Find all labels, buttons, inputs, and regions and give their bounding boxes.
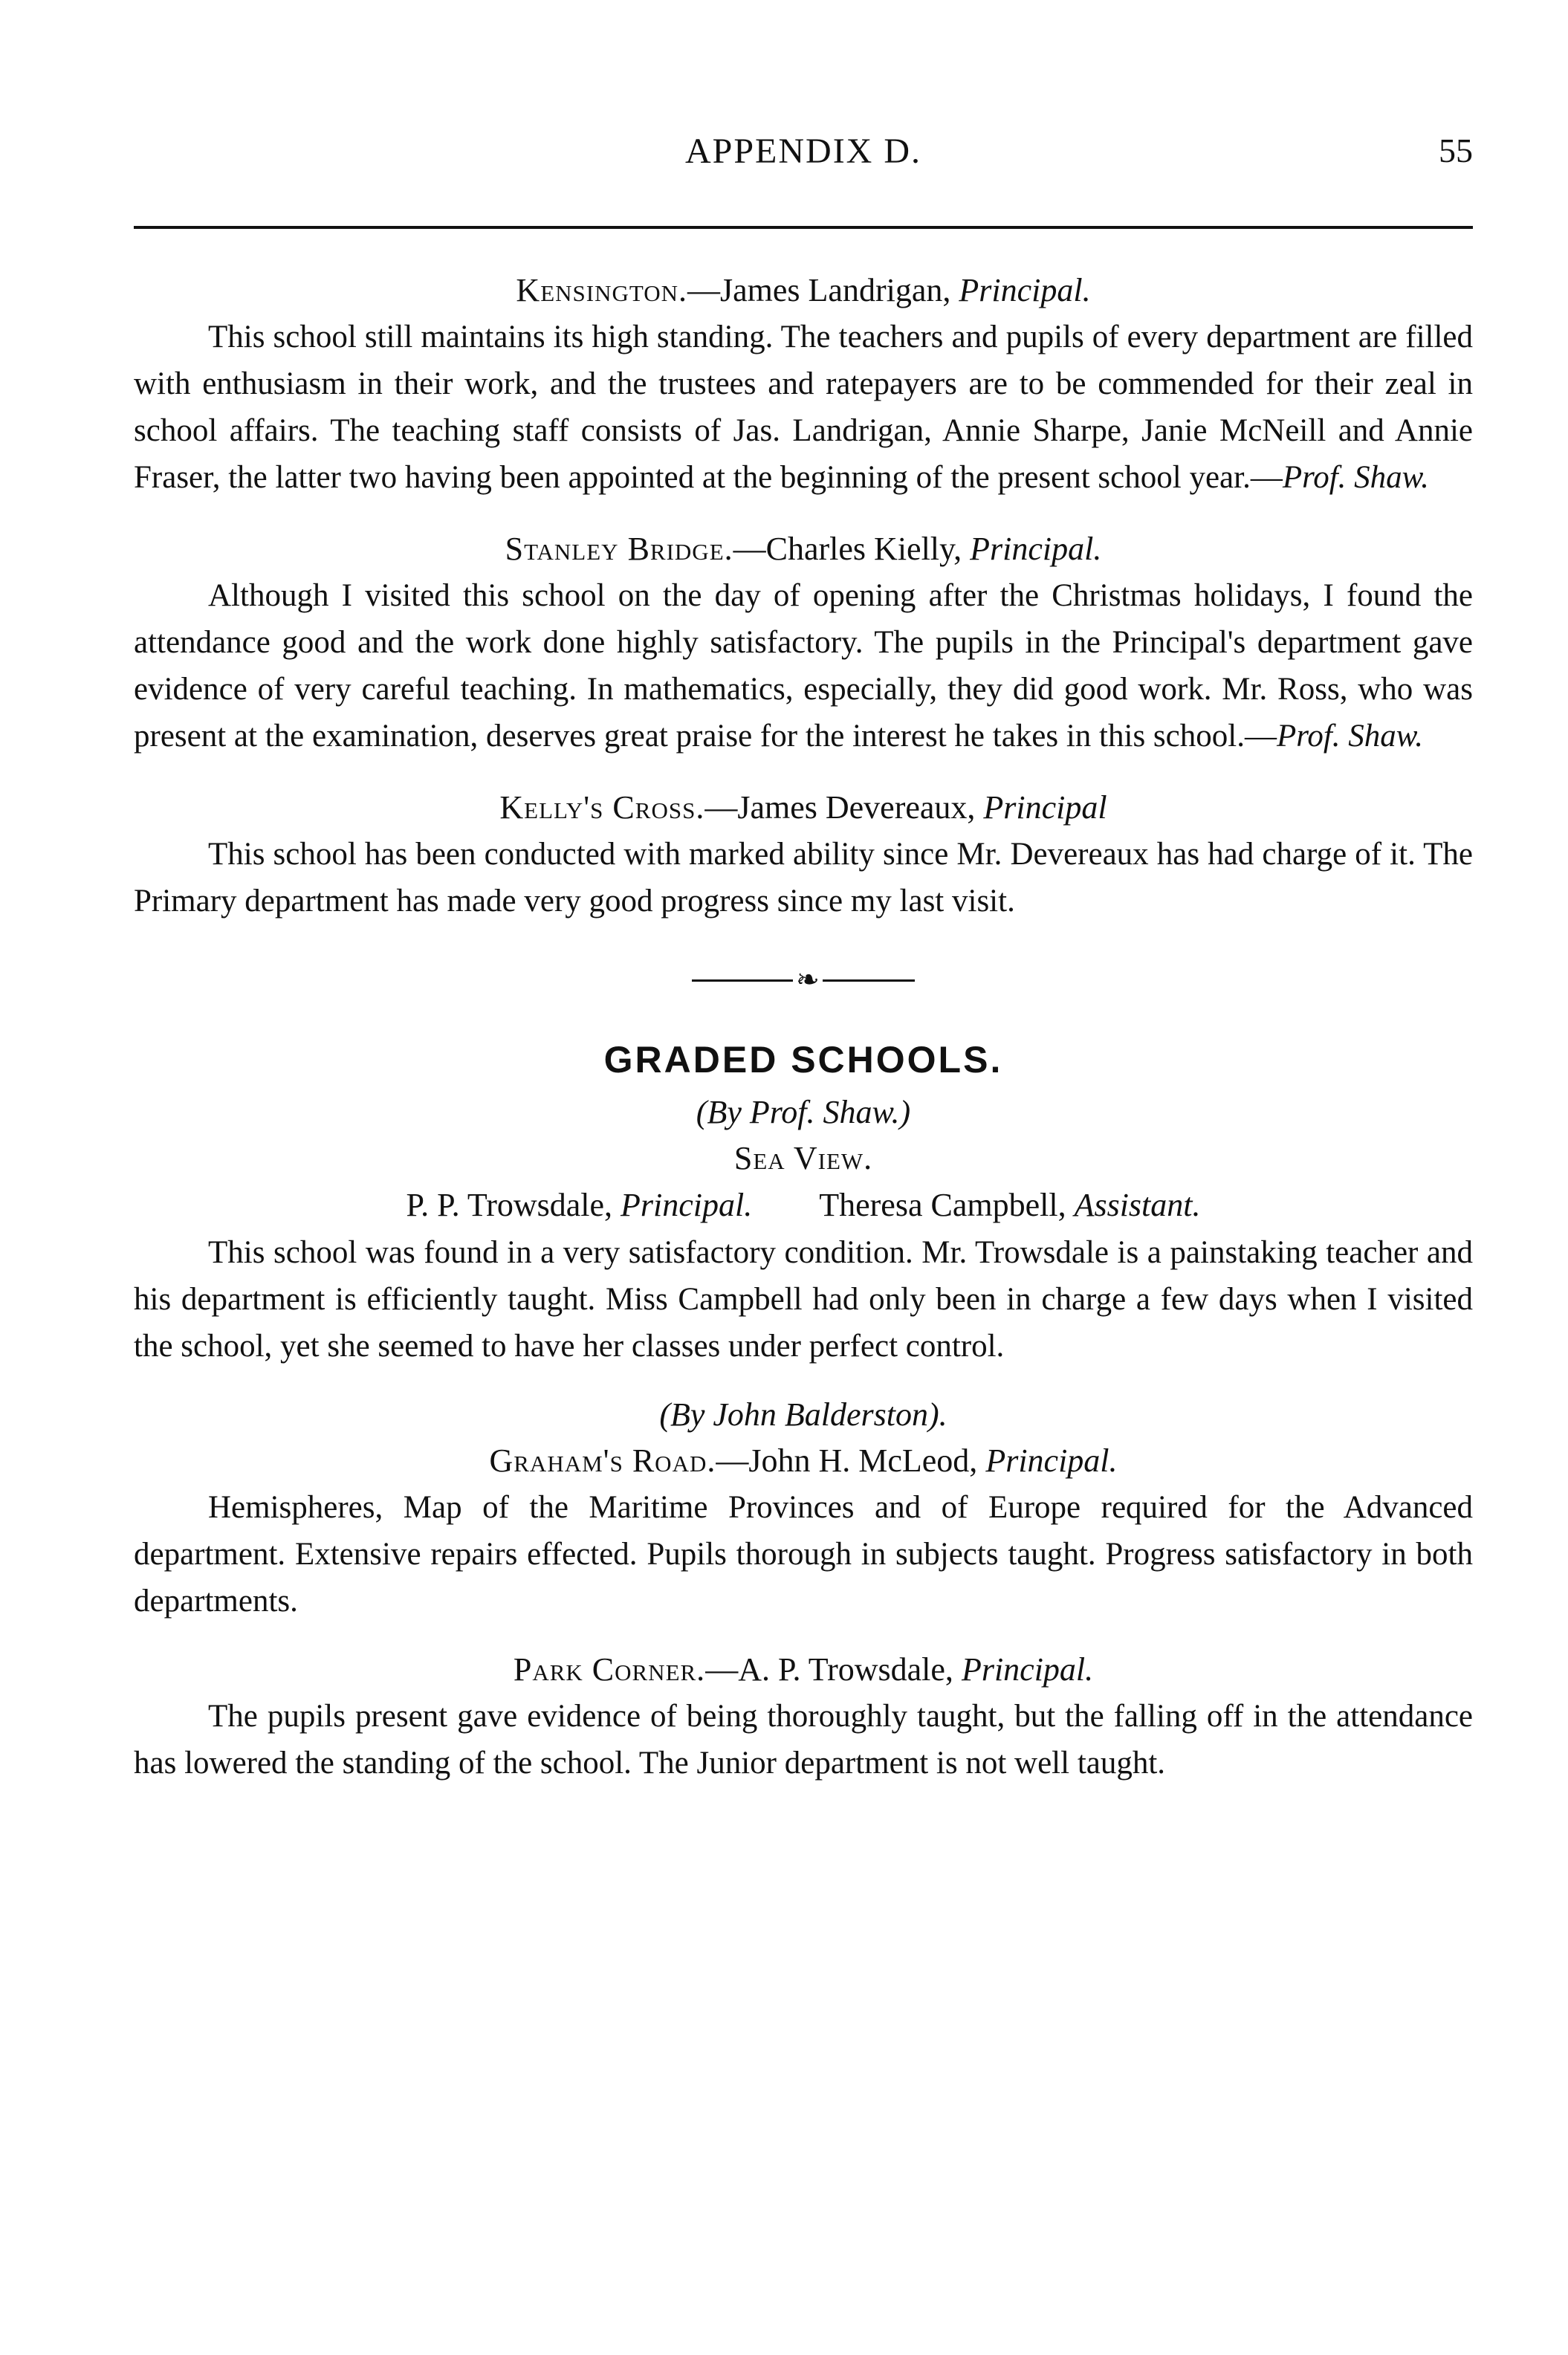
section-byline: (By Prof. Shaw.) <box>696 1094 911 1130</box>
school-name: Graham's Road. <box>489 1442 716 1479</box>
principal-name: —John H. McLeod, <box>716 1442 986 1479</box>
section-divider-ornament <box>692 957 915 1002</box>
principal-name: —James Devereaux, <box>704 789 984 826</box>
grahams-road-heading <box>134 1438 1473 1484</box>
principal-role: Principal. <box>959 272 1091 308</box>
kensington-report <box>134 314 1473 501</box>
school-name: Kelly's Cross. <box>499 789 705 826</box>
principal-role: Principal. <box>985 1442 1118 1479</box>
kellys-cross-heading <box>134 785 1473 831</box>
report-signature: Prof. Shaw. <box>1276 719 1424 754</box>
principal-name: —Charles Kielly, <box>733 531 971 567</box>
stanley-bridge-heading <box>134 526 1473 572</box>
kellys-cross-report: This school has been conducted with marked ability since Mr. Devereaux has had charge of it. The Primary department has made very good progress since my last visit. <box>134 837 1473 919</box>
report-signature: Prof. Shaw. <box>1282 460 1429 495</box>
principal-role: Principal. <box>621 1187 753 1223</box>
sea-view-staff <box>134 1182 1473 1229</box>
principal-role: Principal. <box>970 531 1102 567</box>
school-name: Park Corner. <box>513 1651 706 1688</box>
assistant-entry <box>819 1182 1200 1229</box>
sea-view-report: This school was found in a very satisfactory condition. Mr. Trowsdale is a painstaking teacher and his department is efficiently taught. Miss Campbell had only been in charge a few days when I visited the school, yet she seemed to have her classes under perfect control. <box>134 1235 1473 1364</box>
principal-name: —A. P. Trowsdale, <box>705 1651 962 1688</box>
assistant-role: Assistant. <box>1074 1187 1201 1223</box>
page-header <box>134 131 1473 183</box>
sea-view-heading: Sea View. <box>733 1140 873 1176</box>
principal-role: Principal. <box>961 1651 1094 1688</box>
school-name: Stanley Bridge. <box>505 531 733 567</box>
header-rule <box>134 226 1473 229</box>
principal-name: —James Landrigan, <box>687 272 959 308</box>
park-corner-heading <box>134 1647 1473 1693</box>
park-corner-report: The pupils present gave evidence of being thoroughly taught, but the falling off in the attendance has lowered the standing of the school. The Junior department is not well taught. <box>134 1699 1473 1781</box>
kensington-heading <box>134 268 1473 314</box>
page-content <box>134 268 1473 1787</box>
assistant-name: Theresa Campbell, <box>819 1187 1075 1223</box>
principal-name: P. P. Trowsdale, <box>406 1187 621 1223</box>
school-name: Kensington. <box>516 272 688 308</box>
principal-entry <box>406 1182 752 1229</box>
report-text: Although I visited this school on the day of opening after the Christmas holidays, I found the attendance good and the work done highly satisfactory. The pupils in the Principal's department gave evidence of very careful teaching. In mathematics, especially, they did good work. Mr. Ross, who was present at the examination, deserves great praise for the interest he takes in this school.— <box>134 578 1473 754</box>
grahams-road-report: Hemispheres, Map of the Maritime Provinces and of Europe required for the Advanced department. Extensive repairs effected. Pupils thorough in subjects taught. Progress satisfactory in both departments. <box>134 1490 1473 1619</box>
page-number: 55 <box>1439 132 1473 169</box>
second-byline: (By John Balderston). <box>659 1396 947 1433</box>
principal-role: Principal <box>983 789 1107 826</box>
stanley-bridge-report <box>134 572 1473 759</box>
report-text: This school still maintains its high standing. The teachers and pupils of every department are filled with enthusiasm in their work, and the trustees and ratepayers are to be commended for their zeal in school affairs. The teaching staff consists of Jas. Landrigan, Annie Sharpe, Janie McNeill and Annie Fraser, the latter two having been appointed at the beginning of the present school year.— <box>134 320 1473 495</box>
section-title: GRADED SCHOOLS. <box>603 1039 1003 1081</box>
running-head: APPENDIX D. <box>684 132 921 171</box>
fleuron-icon: ❧ <box>793 966 823 994</box>
